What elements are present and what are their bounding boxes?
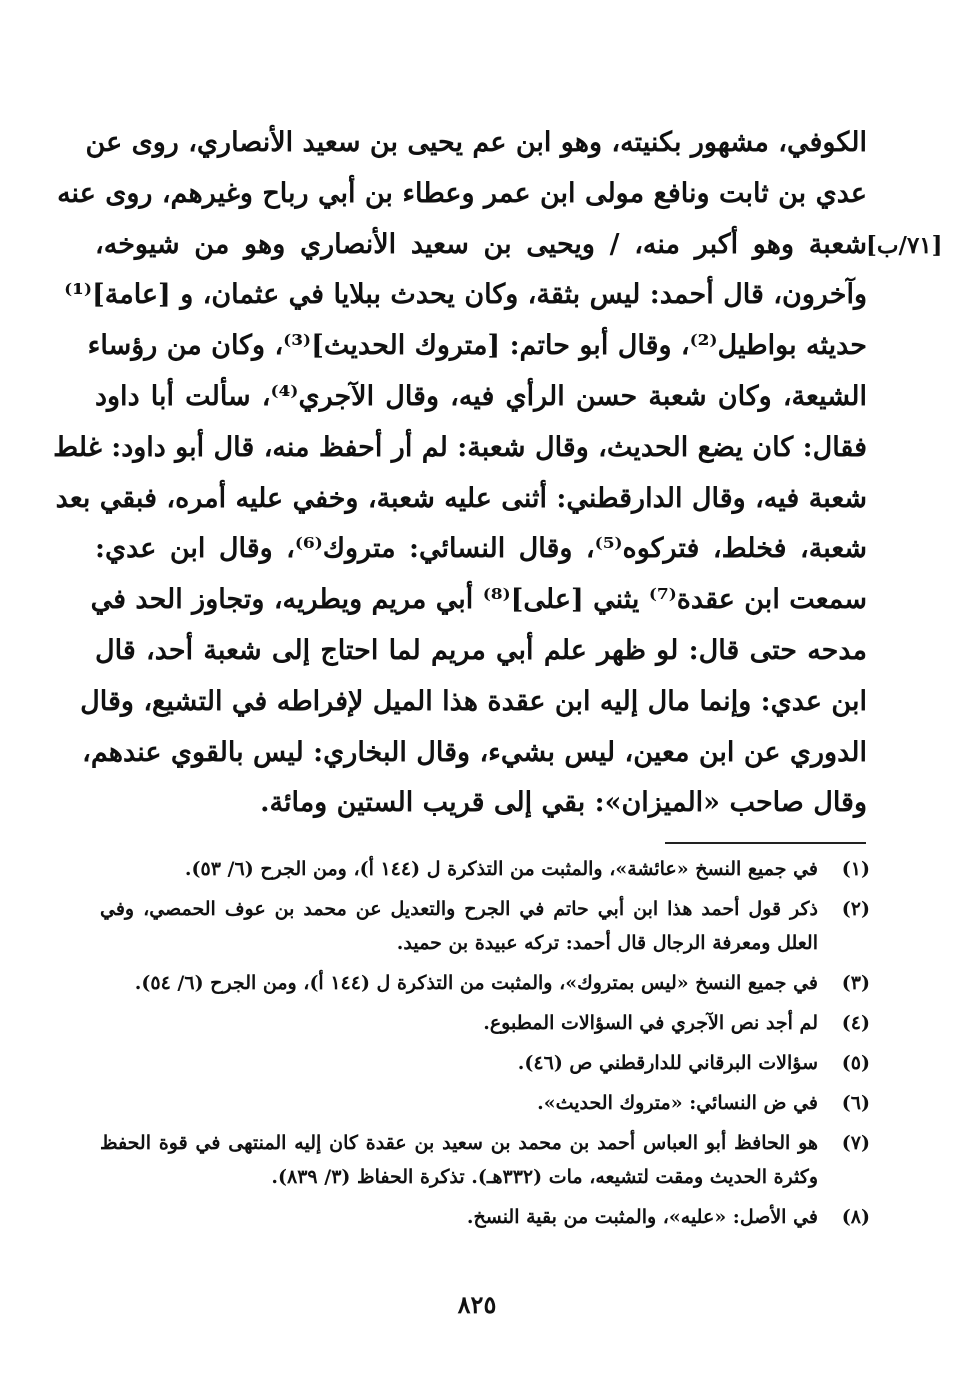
text-line-8: شعبة فيه، وقال الدارقطني: أثنى عليه شعبة، وخفي عليه أمره، فبقي بعد	[55, 482, 867, 514]
footnote-text-line: العلل ومعرفة الرجال قال أحمد: تركه عبيدة بن حميد.	[396, 932, 818, 954]
main-text-block	[53, 118, 868, 829]
text-line-4: وآخرون، قال أحمد: ليس بثقة، وكان يحدث ببلايا في عثمان، و [عامة]⁽¹⁾	[64, 279, 867, 311]
footnote-text-line: سؤالات البرقاني للدارقطني ص (٤٦).	[517, 1052, 818, 1074]
text-line-2: عدي بن ثابت ونافع مولى ابن عمر وعطاء بن أبي رباح وغيرهم، روى عنه	[57, 177, 867, 209]
footnote-number: (٤)	[841, 1012, 870, 1034]
footnote-number: (٢)	[841, 898, 870, 920]
text-line-11: مدحه حتى قال: لو ظهر علم أبي مريم لما احتاج إلى شعبة أحد، قال	[95, 634, 867, 666]
footnote-text-line: في جميع النسخ «عائشة»، والمثبت من التذكرة ل (١٤٤ أ)، ومن الجرح (٦/ ٥٣).	[184, 858, 818, 880]
footnote-text-line: في ض النسائي: «متروك الحديث».	[537, 1092, 818, 1114]
footnote-text-line: في الأصل: «عليه»، والمثبت من بقية النسخ.	[466, 1206, 818, 1228]
footnote-number: (٥)	[841, 1052, 870, 1074]
footnote-5	[100, 1046, 870, 1080]
footnote-number: (٧)	[841, 1132, 870, 1154]
footnote-text-line: ذكر قول أحمد هذا ابن أبي حاتم في الجرح والتعديل عن محمد بن عوف الحمصي، وفي	[100, 898, 818, 920]
footnote-4	[100, 1006, 870, 1040]
text-line-5: حديثه بواطيل⁽²⁾، وقال أبو حاتم: [متروك الحديث]⁽³⁾، وكان من رؤساء	[87, 330, 867, 362]
manuscript-folio-marker: [٧١/ب]	[866, 232, 943, 259]
page-number: ٨٢٥	[457, 1290, 497, 1319]
text-line-14: وقال صاحب «الميزان»: بقي إلى قريب الستين ومائة.	[260, 787, 867, 819]
text-line-6: الشيعة، وكان شعبة حسن الرأي فيه، وقال الآجري⁽⁴⁾، سألت أبا داود	[95, 380, 868, 412]
footnotes-block	[100, 852, 870, 1240]
footnote-2	[100, 892, 870, 960]
footnote-text-line: لم أجد نص الآجري في السؤالات المطبوع.	[483, 1012, 818, 1034]
footnote-separator	[665, 842, 866, 844]
text-line-13: الدوري عن ابن معين، ليس بشيء، وقال البخاري: ليس بالقوي عندهم،	[82, 736, 867, 768]
text-line-1: الكوفي، مشهور بكنيته، وهو ابن عم يحيى بن سعيد الأنصاري، روى عن	[85, 127, 867, 158]
footnote-text-line: وكثرة الحديث ومقت لتشيعه، مات (٣٣٢هـ). تذكرة الحفاظ (٣/ ٨٣٩).	[271, 1166, 818, 1188]
text-line-7: فقال: كان يضع الحديث، وقال شعبة: لم أر أحفظ منه، قال أبو داود: غلط	[53, 431, 867, 463]
footnote-number: (١)	[841, 858, 870, 880]
text-line-12: ابن عدي: وإنما مال إليه ابن عقدة هذا الميل لإفراطه في التشيع، وقال	[80, 685, 867, 717]
text-line-10: سمعت ابن عقدة⁽⁷⁾ يثني [على]⁽⁸⁾ أبي مريم ويطريه، وتجاوز الحد في	[90, 584, 867, 616]
footnote-number: (٨)	[841, 1206, 870, 1228]
footnote-number: (٦)	[841, 1092, 870, 1114]
text-line-3: شعبة وهو أكبر منه، / ويحيى بن سعيد الأنصاري وهو من شيوخه،	[95, 228, 867, 260]
footnote-3	[100, 966, 870, 1000]
footnote-text-line: في جميع النسخ «ليس بمتروك»، والمثبت من التذكرة ل (١٤٤ أ)، ومن الجرح (٦/ ٥٤).	[134, 972, 818, 994]
footnote-text-line: هو الحافظ أبو العباس أحمد بن محمد بن سعيد بن عقدة كان إليه المنتهى في قوة الحفظ	[100, 1132, 818, 1154]
footnote-6	[100, 1086, 870, 1120]
text-line-9: شعبة، فخلط، فتركوه⁽⁵⁾، وقال النسائي: متروك⁽⁶⁾، وقال ابن عدي:	[95, 533, 867, 565]
footnote-1	[100, 852, 870, 886]
footnote-number: (٣)	[841, 972, 870, 994]
footnote-8	[100, 1200, 870, 1234]
footnote-7	[100, 1126, 870, 1194]
